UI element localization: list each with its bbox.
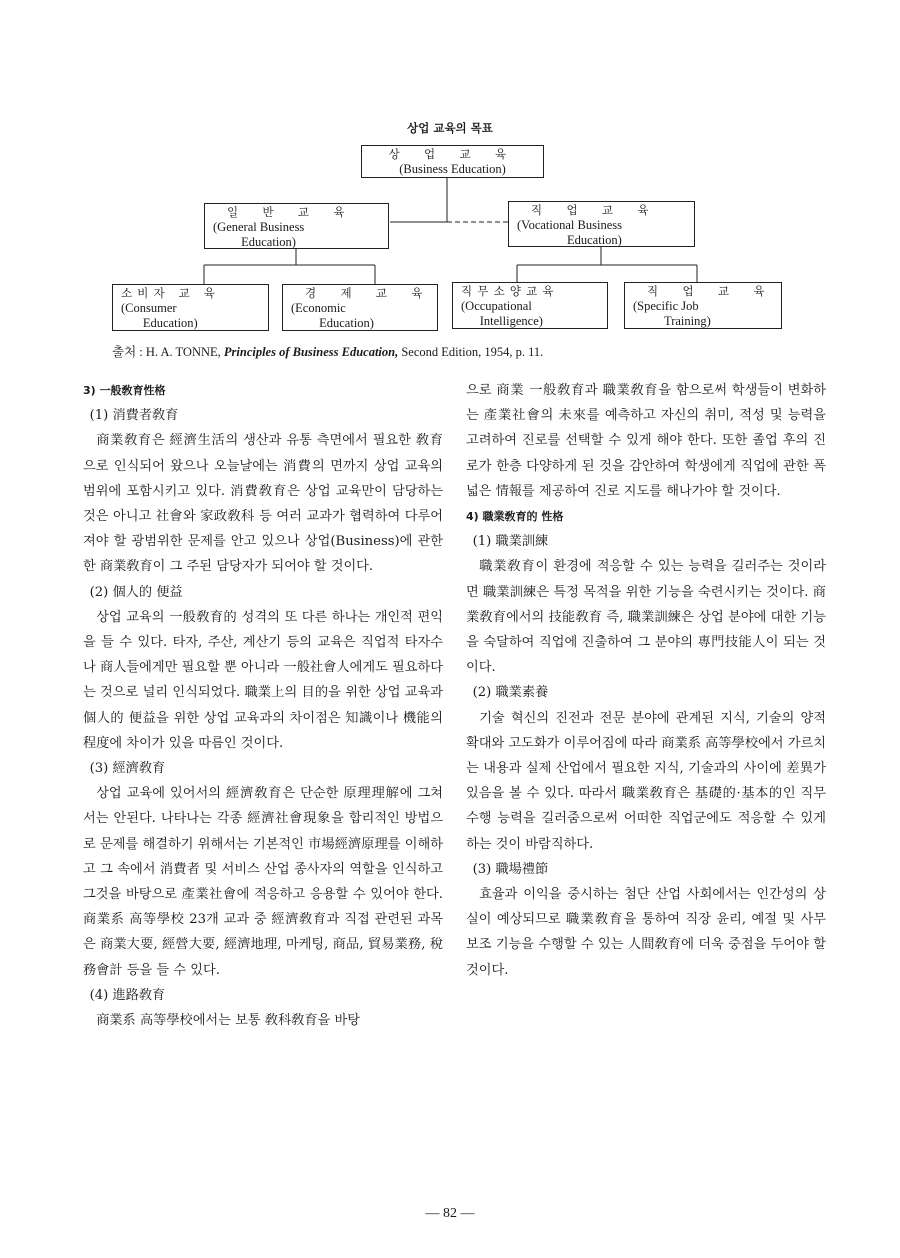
economic-education-ko: 경 제 교 육 [305, 286, 433, 300]
source-suffix: Second Edition, 1954, p. 11. [398, 345, 544, 359]
paragraph-consumer-education: 商業敎育은 經濟生活의 생산과 유통 측면에서 필요한 敎育으로 인식되어 왔으나 오늘날에는 消費의 면까지 상업 교육의 범위에 포함시키고 있다. 消費敎育은 상업 교육만이 담당하는 것은 아니고 社會와 家政敎科 등 여러 교과가 협력하여 다루어져야 할 광범위한 문제를 안고 있으나 상업(Business)에 관한 한 商業敎育이 그 주된 담당자가 되어야 할 것이다. [83, 433, 443, 575]
source-prefix: 출처 : H. A. TONNE, [112, 345, 224, 359]
subheading-economic-education: (3) 經濟敎育 [89, 761, 166, 777]
source-book-title: Principles of Business Education, [223, 345, 399, 359]
business-education-en: (Business Education) [399, 162, 506, 176]
specific-job-training-en: (Specific Job Training) [633, 299, 711, 328]
subheading-workplace-etiquette: (3) 職場禮節 [472, 861, 549, 877]
paragraph-workplace-etiquette: 효율과 이익을 중시하는 첨단 산업 사회에서는 인간성의 상실이 예상되므로 職業敎育을 통하여 직장 윤리, 예절 및 사무 보조 기능을 수행할 수 있는 人間敎育에 더욱 중점을 두어야 할 것이다. [466, 887, 826, 978]
diagram-title: 상업 교육의 목표 [407, 121, 493, 135]
consumer-education-box [112, 284, 269, 331]
subheading-consumer-education: (1) 消費者敎育 [89, 408, 179, 424]
paragraph-vocational-competence: 기술 혁신의 진전과 전문 분야에 관계된 지식, 기술의 양적 확대와 고도화가 이루어짐에 따라 商業系 高等學校에서 가르치는 내용과 실제 산업에서 필요한 지식, 기술과의 사이에 差異가 있음을 볼 수 있다. 따라서 職業敎育은 基礎的·基本的인 직무 수행 능력을 길러줌으로써 어떠한 직업군에도 적응할 수 있게 하는 것이 바람직하다. [466, 710, 826, 852]
general-business-education-box [204, 203, 389, 249]
subheading-vocational-training: (1) 職業訓練 [472, 534, 549, 550]
occupational-intelligence-ko: 직무소양교육 [461, 284, 559, 298]
vocational-business-education-box [508, 201, 695, 247]
right-column [466, 378, 826, 983]
section-heading-general-education: 3) 一般敎育性格 [83, 384, 166, 397]
left-column [83, 378, 443, 1033]
specific-job-training-ko: 직 업 교 육 [647, 284, 775, 298]
specific-job-training-box [624, 282, 782, 329]
subheading-career-education: (4) 進路敎育 [89, 987, 166, 1003]
business-education-ko: 상 업 교 육 [388, 147, 517, 161]
occupational-intelligence-box [452, 282, 608, 329]
paragraph-career-education-continued: 으로 商業 一般敎育과 職業敎育을 함으로써 학생들이 변화하는 產業社會의 未來를 예측하고 자신의 취미, 적성 및 능력을 고려하여 진로를 선택할 수 있게 해야 한다. 또한 졸업 후의 진로가 한층 다양하게 된 것을 감안하여 학생에게 직업에 관한 폭넓은 情報를 제공하여 진로 지도를 해나가야 할 것이다. [466, 383, 826, 499]
consumer-education-ko: 소비자 교 육 [121, 286, 221, 300]
page-number: — 82 — [425, 1206, 475, 1221]
source-citation [112, 342, 812, 360]
paragraph-career-education-start: 商業系 高等學校에서는 보통 敎科敎育을 바탕 [96, 1013, 360, 1029]
subheading-vocational-competence: (2) 職業素養 [472, 685, 549, 701]
section-heading-vocational-education: 4) 職業敎育的 性格 [466, 510, 564, 524]
consumer-education-en: (Consumer Education) [121, 301, 198, 330]
business-education-box [361, 145, 544, 178]
subheading-personal-benefit: (2) 個人的 便益 [89, 584, 183, 600]
vocational-education-ko: 직 업 교 육 [531, 203, 659, 217]
economic-education-box [282, 284, 438, 331]
general-education-ko: 일 반 교 육 [227, 205, 355, 219]
business-education-diagram [0, 0, 900, 345]
economic-education-en: (Economic Education) [291, 301, 374, 330]
occupational-intelligence-en: (Occupational Intelligence) [461, 299, 543, 328]
vocational-education-en: (Vocational Business Education) [517, 218, 622, 247]
paragraph-personal-benefit: 상업 교육의 一般敎育的 성격의 또 다른 하나는 개인적 편익을 들 수 있다. 타자, 주산, 계산기 등의 교육은 직업적 타자수나 商人들에게만 필요할 뿐 아니라 一般社會人에게도 필요하다는 것으로 널리 인식되었다. 職業上의 目的을 위한 상업 교육과 個人的 便益을 위한 상업 교육과의 차이점은 知識이나 機能의 程度에 차이가 있을 따름인 것이다. [83, 609, 443, 751]
paragraph-economic-education: 상업 교육에 있어서의 經濟敎育은 단순한 原理理解에 그쳐서는 안된다. 나타나는 각종 經濟社會現象을 합리적인 방법으로 문제를 해결하기 위해서는 기본적인 市場經濟原理를 이해하고 그 속에서 消費者 및 서비스 산업 종사자의 역할을 인식하고 그것을 바탕으로 產業社會에 적응하고 응용할 수 있어야 한다. 商業系 高等學校 23개 교과 중 經濟敎育과 직접 관련된 과목은 商業大要, 經營大要, 經濟地理, 마케팅, 商品, 貿易業務, 稅務會計 등을 들 수 있다. [83, 786, 443, 978]
paragraph-vocational-training: 職業敎育이 환경에 적응할 수 있는 능력을 길러주는 것이라면 職業訓練은 특정 목적을 위한 기능을 숙련시키는 것이다. 商業敎育에서의 技能敎育 즉, 職業訓練은 상업 분야에 대한 기능을 숙달하여 직업에 진출하여 그 분야의 專門技能人이 되는 것이다. [466, 559, 826, 676]
general-education-en: (General Business Education) [213, 220, 305, 249]
